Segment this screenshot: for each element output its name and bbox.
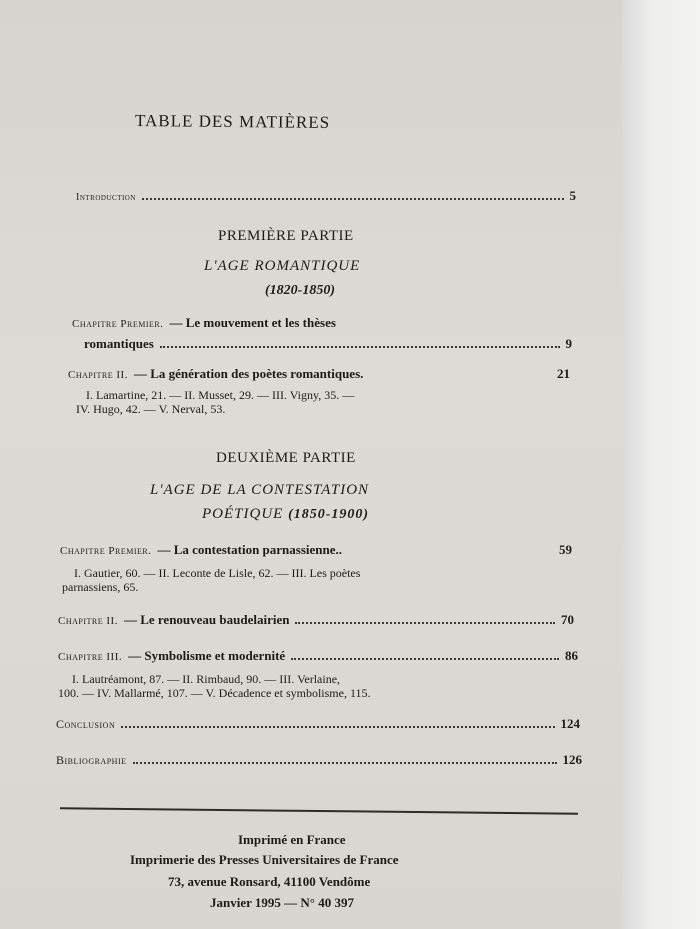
entry-title: — La génération des poètes romantiques. <box>133 366 364 381</box>
entry-title: — Le mouvement et les thèses <box>169 315 336 330</box>
entry-label: Chapitre III. <box>58 651 123 663</box>
entry-page: 86 <box>565 648 578 663</box>
section-line: parnassiens, 65. <box>62 580 139 594</box>
entry-label: Introduction <box>76 192 136 203</box>
entry-label: Bibliographie <box>56 753 127 767</box>
toc-entry-chapter <box>72 315 572 331</box>
entry-page: 70 <box>561 612 574 627</box>
imprint-line: 73, avenue Ronsard, 41100 Vendôme <box>168 874 371 889</box>
chapter-sections <box>58 672 558 700</box>
entry-page: 59 <box>559 542 572 557</box>
imprint-line: Janvier 1995 — N° 40 397 <box>210 895 354 910</box>
toc-entry-introduction <box>76 188 576 204</box>
section-line: IV. Hugo, 42. — V. Nerval, 53. <box>76 402 226 416</box>
toc-entry-bibliographie <box>56 752 582 768</box>
entry-label: Conclusion <box>56 717 116 731</box>
page-title: TABLE DES MATIÈRES <box>134 110 331 133</box>
entry-page: 124 <box>560 716 580 731</box>
part-subtitle: L'AGE ROMANTIQUE <box>204 258 361 274</box>
toc-entry-chapter <box>60 542 572 558</box>
toc-entry-conclusion <box>56 716 580 732</box>
entry-label: Chapitre II. <box>58 615 118 627</box>
imprint-line: Imprimé en France <box>238 832 346 847</box>
entry-page: 126 <box>562 752 582 767</box>
part-years: (1850-1900) <box>288 507 370 522</box>
entry-page: 21 <box>557 366 570 381</box>
section-line: 100. — IV. Mallarmé, 107. — V. Décadence et symbolisme, 115. <box>58 686 371 700</box>
entry-label: Chapitre Premier. <box>60 545 152 557</box>
part-heading: DEUXIÈME PARTIE <box>216 450 356 466</box>
part-heading: PREMIÈRE PARTIE <box>218 228 354 244</box>
toc-entry-chapter <box>68 366 570 382</box>
part-subtitle: L'AGE DE LA CONTESTATION <box>150 482 370 498</box>
dot-leader <box>160 346 560 348</box>
dot-leader <box>295 622 555 624</box>
dot-leader <box>291 658 559 660</box>
chapter-sections <box>62 566 542 594</box>
entry-title: — Le renouveau baudelairien <box>123 612 290 627</box>
chapter-sections <box>76 388 546 416</box>
entry-label: Chapitre Premier. <box>72 318 164 330</box>
section-line: I. Lautréamont, 87. — II. Rimbaud, 90. — III. Verlaine, <box>72 672 341 686</box>
imprint-line: Imprimerie des Presses Universitaires de France <box>130 852 399 867</box>
toc-entry-continuation <box>84 336 572 352</box>
part-subtitle <box>202 506 369 523</box>
toc-entry-chapter <box>58 648 578 664</box>
section-line: I. Lamartine, 21. — II. Musset, 29. — III. Vigny, 35. — <box>86 388 355 402</box>
separator-rule <box>60 807 578 814</box>
part-years: (1820-1850) <box>265 283 335 298</box>
entry-title: — La contestation parnassienne.. <box>157 542 343 557</box>
entry-page: 5 <box>569 188 576 203</box>
part-subtitle-word: POÉTIQUE <box>202 506 284 522</box>
adjacent-page-edge <box>622 0 700 929</box>
entry-title: — Symbolisme et modernité <box>128 648 286 663</box>
section-line: I. Gautier, 60. — II. Leconte de Lisle, 62. — III. Les poètes <box>74 566 361 580</box>
dot-leader <box>142 198 564 200</box>
dot-leader <box>121 726 554 728</box>
toc-entry-chapter <box>58 612 574 628</box>
dot-leader <box>133 762 557 764</box>
entry-title: romantiques <box>84 336 154 351</box>
entry-page: 9 <box>565 336 572 351</box>
entry-label: Chapitre II. <box>68 369 128 381</box>
